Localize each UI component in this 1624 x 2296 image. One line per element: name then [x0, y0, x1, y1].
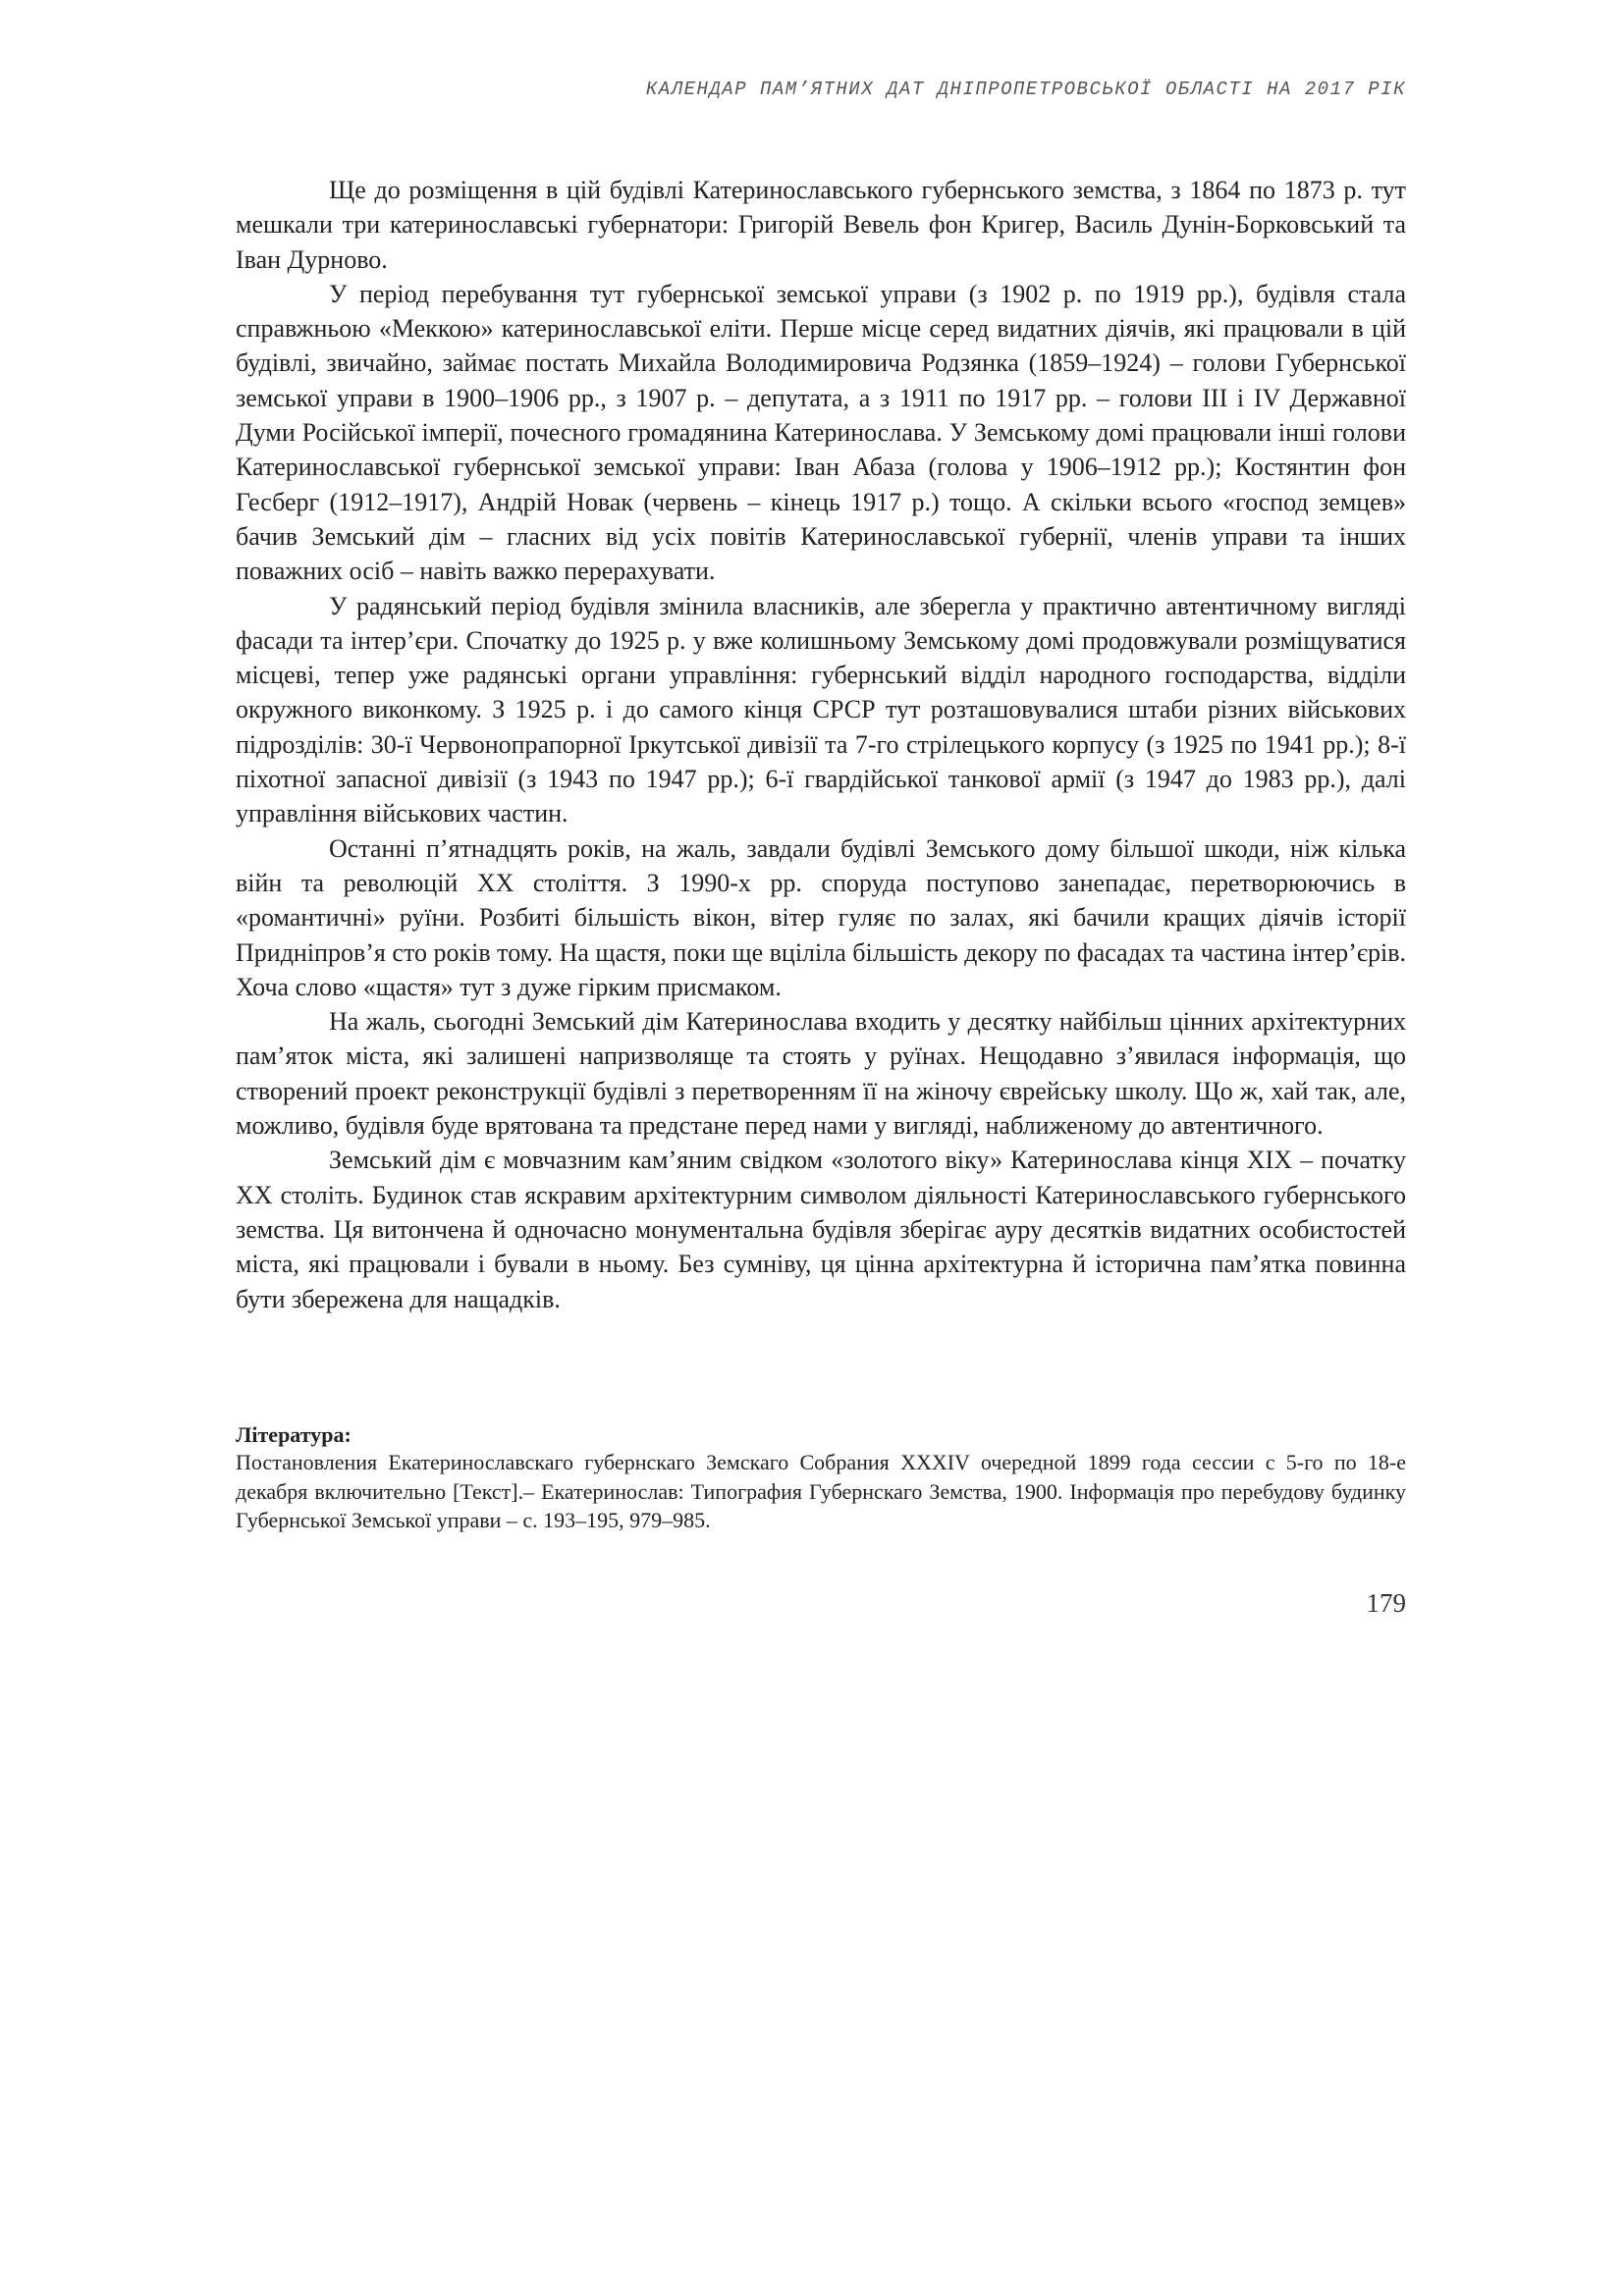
- running-header: КАЛЕНДАР ПАМ’ЯТНИХ ДАТ ДНІПРОПЕТРОВСЬКОЇ ОБЛАСТІ НА 2017 РІК: [645, 79, 1406, 100]
- paragraph: Останні п’ятнадцять років, на жаль, завдали будівлі Земського дому більшої шкоди, ніж кілька війн та революцій ХХ століття. З 1990-х рр. споруда поступово занепадає, перетворюючись в «романтичні» руїни. Розбиті більшість вікон, вітер гуляє по залах, які бачили кращих діячів історії Придніпров’я сто років тому. На щастя, поки ще вціліла більшість декору по фасадах та частина інтер’єрів. Хоча слово «щастя» тут з дуже гірким присмаком.: [236, 833, 1406, 1001]
- literature-heading: Література:: [236, 1422, 352, 1447]
- paragraph: На жаль, сьогодні Земський дім Катеринослава входить у десятку найбільш цінних архітектурних пам’яток міста, які залишені напризволяще та стоять у руїнах. Нещодавно з’явилася інформація, що створений проект реконструкції будівлі з перетворенням її на жіночу єврейську школу. Що ж, хай так, але, можливо, будівля буде врятована та предстане перед нами у вигляді, наближеному до автентичного.: [236, 1007, 1406, 1141]
- page-number: 179: [1366, 1588, 1406, 1618]
- literature-section: [236, 1421, 1406, 1535]
- article-body: [236, 173, 1406, 1316]
- paragraph: Ще до розміщення в цій будівлі Катеринославського губернського земства, з 1864 по 1873 р. тут мешкали три катеринославські губернатори: Григорій Вевель фон Кригер, Василь Дунін-Борковський та Іван Дурново.: [236, 176, 1406, 274]
- literature-entry: Постановления Екатеринославскаго губернскаго Земскаго Собрания XXXIV очередной 1899 года сессии с 5-го по 18-е декабря включительно [Текст].– Екатеринослав: Типография Губернскаго Земства, 1900. Інформація про перебудову будинку Губернської Земської управи – с. 193–195, 979–985.: [236, 1450, 1406, 1532]
- paragraph: У радянський період будівля змінила власників, але зберегла у практично автентичному вигляді фасади та інтер’єри. Спочатку до 1925 р. у вже колишньому Земському домі продовжували розміщуватися місцеві, тепер уже радянські органи управління: губернський відділ народного господарства, відділи окружного виконкому. З 1925 р. і до самого кінця СРСР тут розташовувалися штаби різних військових підрозділів: 30-ї Червонопрапорної Іркутської дивізії та 7-го стрілецького корпусу (з 1925 по 1941 рр.); 8-ї піхотної запасної дивізії (з 1943 по 1947 рр.); 6-ї гвардійської танкової армії (з 1947 до 1983 рр.), далі управління військових частин.: [236, 591, 1406, 828]
- paragraph: У період перебування тут губернської земської управи (з 1902 р. по 1919 рр.), будівля стала справжньою «Меккою» катеринославської еліти. Перше місце серед видатних діячів, які працювали в цій будівлі, звичайно, займає постать Михайла Володимировича Родзянка (1859–1924) – голови Губернської земської управи в 1900–1906 рр., з 1907 р. – депутата, а з 1911 по 1917 рр. – голови ІІІ і IV Державної Думи Російської імперії, почесного громадянина Катеринослава. У Земському домі працювали інші голови Катеринославської губернської земської управи: Іван Абаза (голова у 1906–1912 рр.); Костянтин фон Гесберг (1912–1917), Андрій Новак (червень – кінець 1917 р.) тощо. А скільки всього «господ земцев» бачив Земський дім – гласних від усіх повітів Катеринославської губернії, членів управи та інших поважних осіб – навіть важко перерахувати.: [236, 279, 1406, 586]
- paragraph: Земський дім є мовчазним кам’яним свідком «золотого віку» Катеринослава кінця ХІХ – початку ХХ століть. Будинок став яскравим архітектурним символом діяльності Катеринославського губернського земства. Ця витончена й одночасно монументальна будівля зберігає ауру десятків видатних особистостей міста, які працювали і бували в ньому. Без сумніву, ця цінна архітектурна й історична пам’ятка повинна бути збережена для нащадків.: [236, 1146, 1406, 1313]
